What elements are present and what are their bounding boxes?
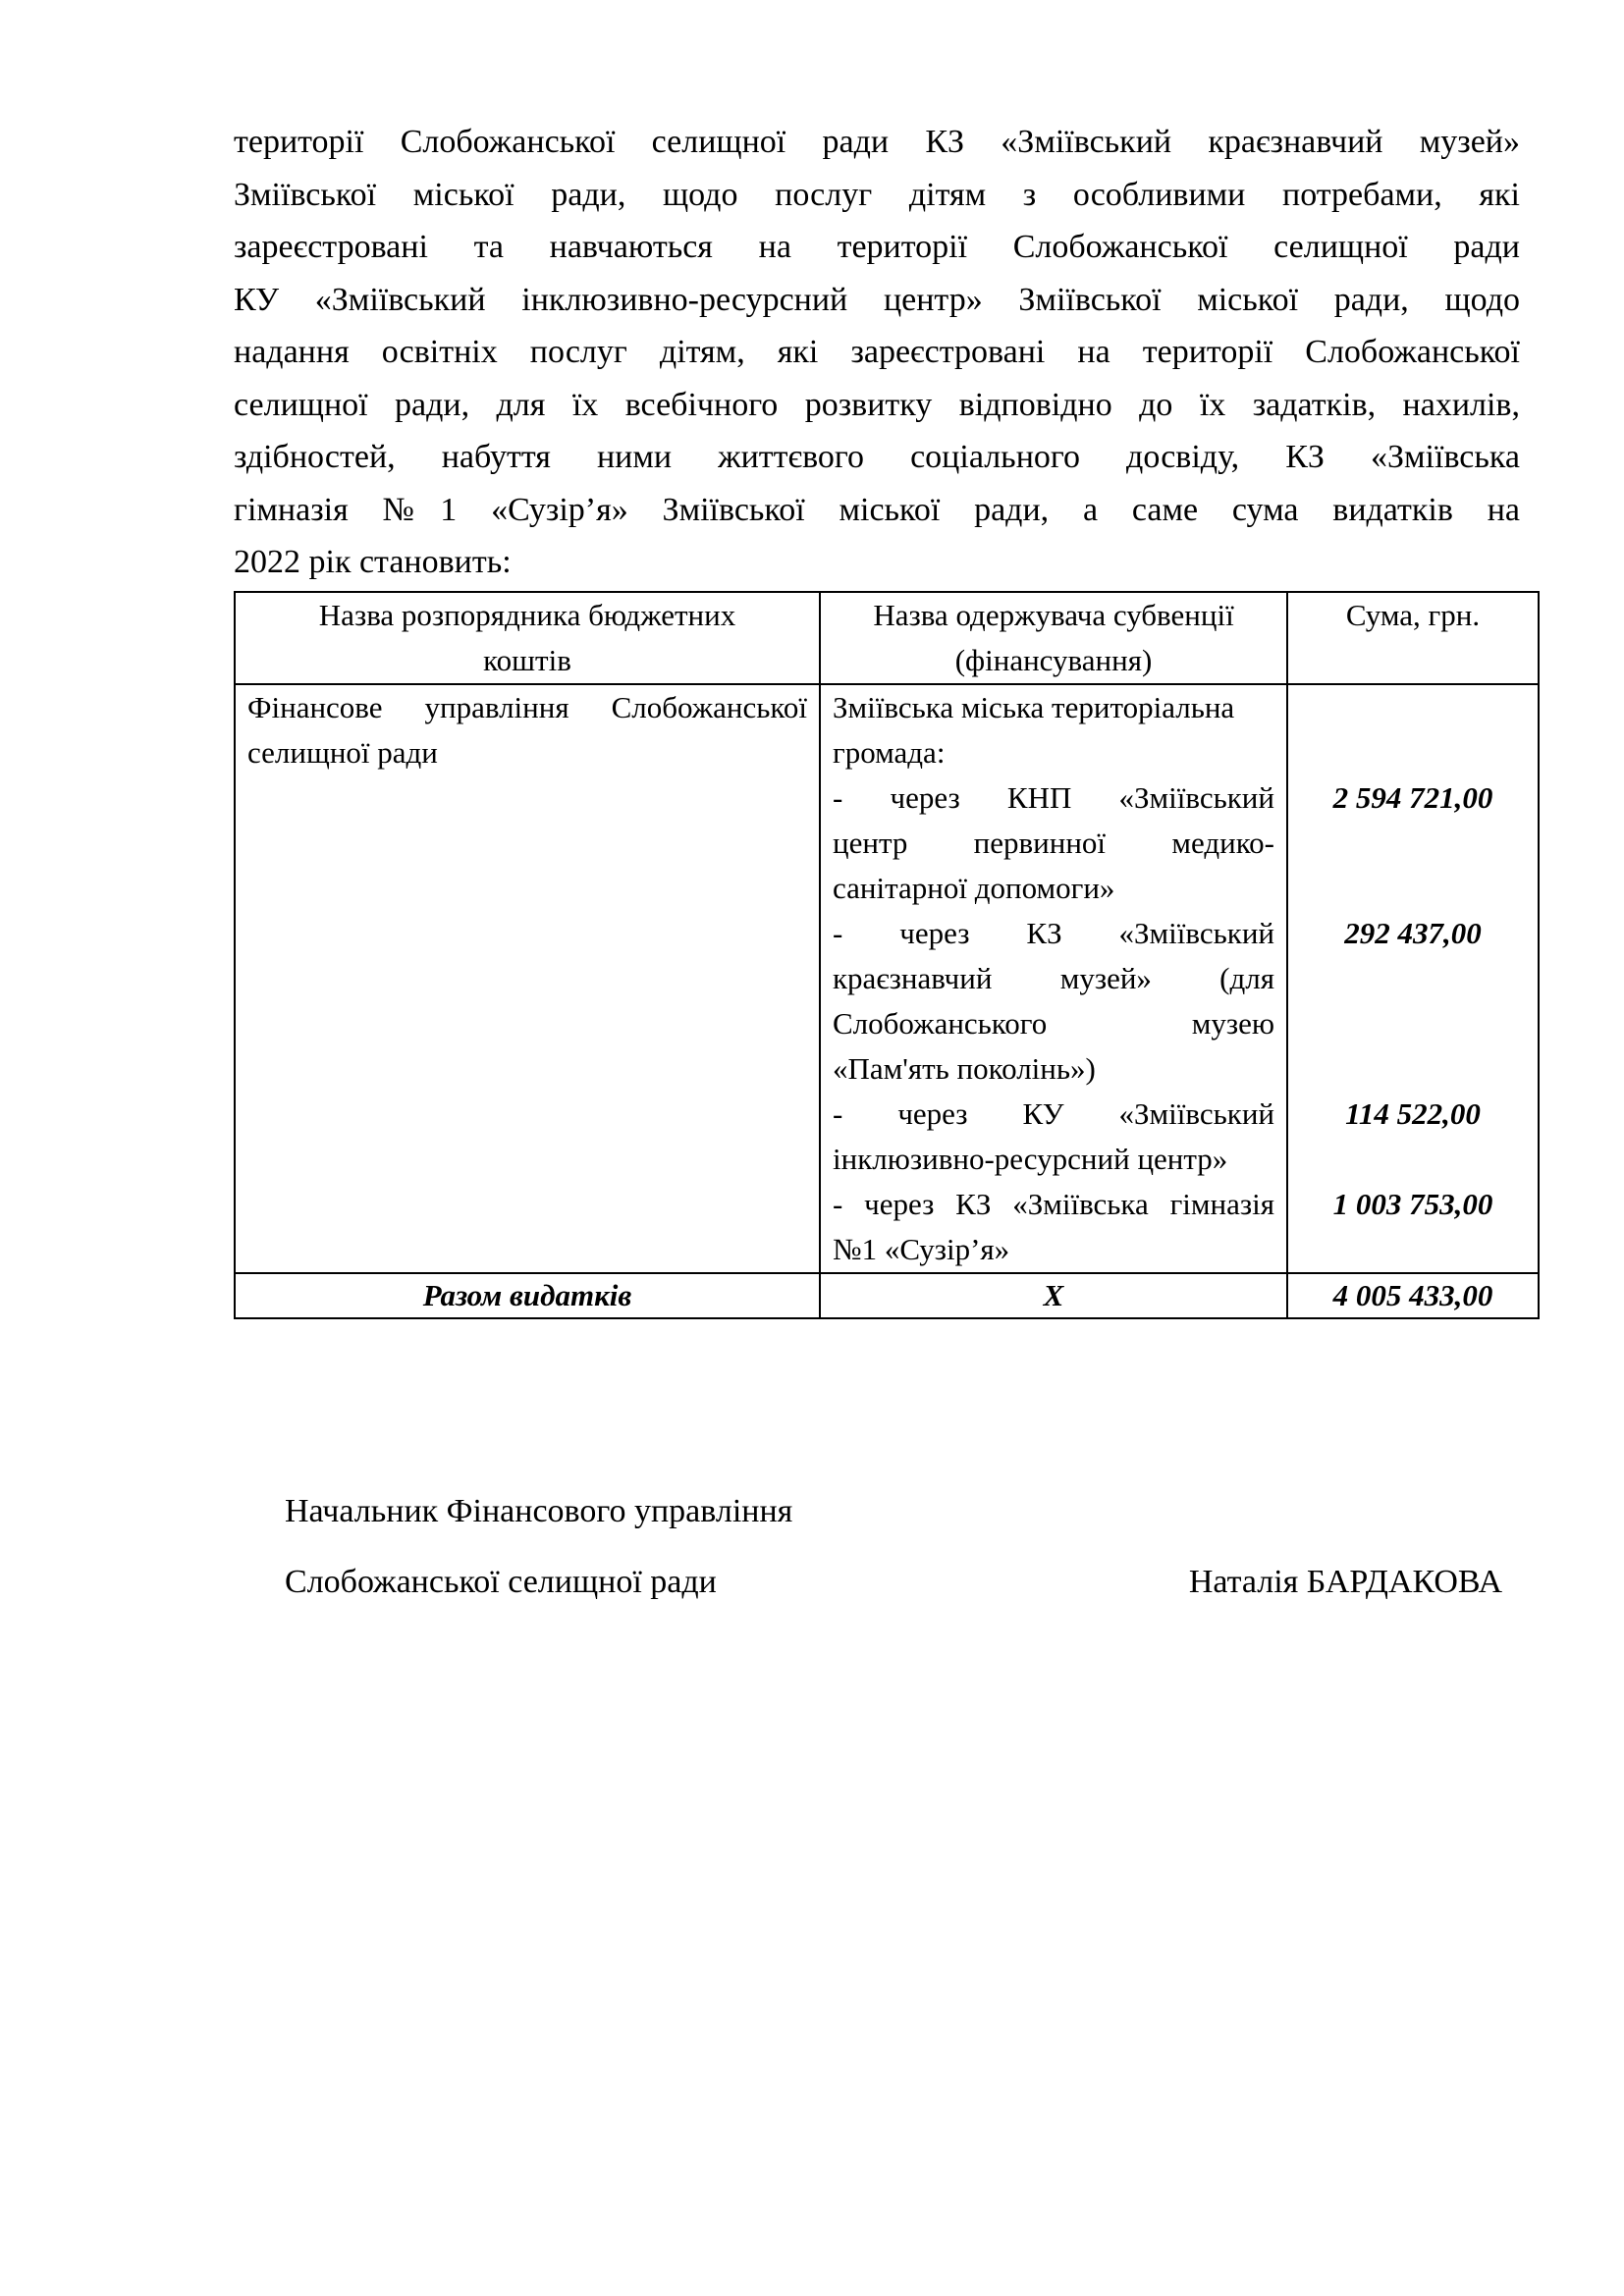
paragraph-line: здібностей, набуття ними життєвого соціального досвіду, КЗ «Зміївська [234,439,1520,475]
recipient-line: центр первинної медико- [833,826,1274,860]
header-recipient-line: Назва одержувача субвенції [873,598,1234,632]
signature-title: Начальник Фінансового управління [285,1493,793,1529]
table-row [235,684,1539,1273]
signatory-name: Наталія БАРДАКОВА [1188,1564,1502,1600]
table-header-row [235,592,1539,684]
total-label: Разом видатків [235,1273,820,1318]
recipient-line: - через КЗ «Зміївська гімназія [833,1187,1274,1221]
manager-line: селищної ради [247,735,438,770]
recipient-line: - через КНП «Зміївський [833,780,1274,815]
recipient-line: - через КЗ «Зміївський [833,916,1274,950]
recipient-line: №1 «Сузір’я» [833,1232,1010,1266]
recipient-line: інклюзивно-ресурсний центр» [833,1142,1228,1176]
total-marker: Х [820,1273,1287,1318]
paragraph-line: території Слобожанської селищної ради КЗ «Зміївський краєзнавчий музей» [234,124,1520,160]
amount-value: 1 003 753,00 [1332,1187,1493,1221]
header-recipient-line: (фінансування) [954,643,1153,677]
paragraph-line: 2022 рік становить: [234,544,512,580]
paragraph-line: КУ «Зміївський інклюзивно-ресурсний центр» Зміївської міської ради, щодо [234,281,1520,318]
recipient-line: громада: [833,735,946,770]
header-manager-line: коштів [483,643,571,677]
paragraph-line: Зміївської міської ради, щодо послуг дітям з особливими потребами, які [234,176,1520,213]
manager-cell [235,684,820,1273]
recipient-line: санітарної допомоги» [833,871,1115,905]
body-paragraph [234,116,1520,589]
recipient-line: краєзнавчий музей» (для [833,961,1274,995]
total-row [235,1273,1539,1318]
total-amount: 4 005 433,00 [1287,1273,1539,1318]
amount-value: 2 594 721,00 [1332,780,1493,815]
paragraph-line: гімназія №1 «Сузір’я» Зміївської міської ради, а саме сума видатків на [234,491,1520,528]
paragraph-line: зареєстровані та навчаються на території Слобожанської селищної ради [234,229,1520,265]
recipient-line: - через КУ «Зміївський [833,1096,1274,1131]
header-manager-line: Назва розпорядника бюджетних [318,598,736,632]
header-amount [1287,592,1539,684]
recipient-line: Зміївська міська територіальна [833,690,1235,724]
recipient-line: «Пам'ять поколінь») [833,1051,1096,1086]
amount-value: 114 522,00 [1345,1096,1481,1131]
header-recipient [820,592,1287,684]
amounts-cell [1287,684,1539,1273]
amount-value: 292 437,00 [1344,916,1482,950]
budget-table [234,591,1540,1319]
header-amount-label: Сума, грн. [1345,598,1481,632]
signature-title-line1 [285,1492,1502,1531]
signature-title-line2 [285,1563,1502,1602]
signature-title: Слобожанської селищної ради [285,1564,717,1600]
recipient-cell [820,684,1287,1273]
paragraph-line: селищної ради, для їх всебічного розвитку відповідно до їх задатків, нахилів, [234,386,1520,423]
manager-line: Фінансове управління Слобожанської [247,690,807,724]
recipient-line: Слобожанського музею [833,1006,1274,1041]
header-manager [235,592,820,684]
paragraph-line: надання освітніх послуг дітям, які зареєстровані на території Слобожанської [234,334,1520,370]
